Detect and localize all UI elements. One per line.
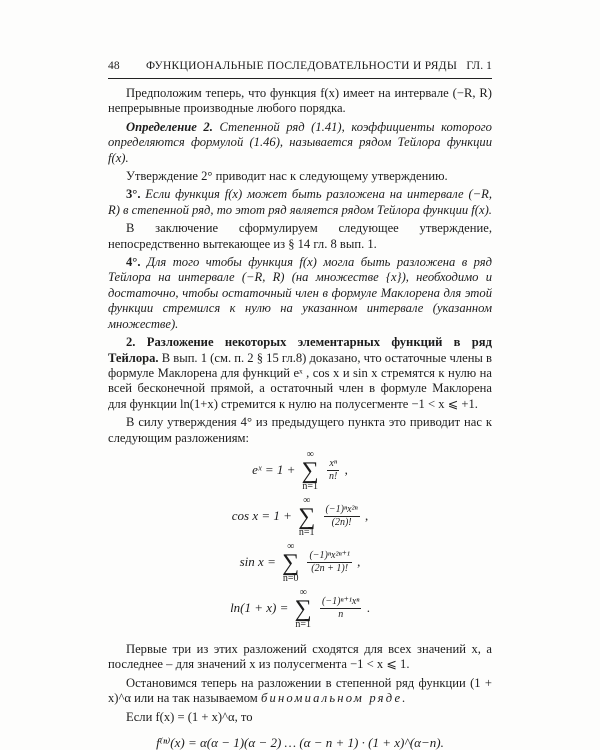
statement-3-head: 3°. [126,187,141,202]
equation-ln-lhs: ln(1 + x) = [230,599,289,615]
sigma: ∑ [298,503,316,530]
paragraph-expansions-intro: В силу утверждения 4° из предыдущего пункта это приводит нас к следующим разложениям: [108,415,492,445]
paragraph-binomial [108,676,492,707]
sum-upper: ∞ [299,586,307,598]
fraction-denominator: (2n + 1)! [311,563,349,575]
running-header [108,60,492,80]
sigma: ∑ [301,457,319,484]
fraction-numerator: (−1)ⁿ⁺¹xⁿ [322,596,360,608]
paragraph-convergence: Первые три из этих разложений сходятся для всех значений x, а последнее – для значений x из полусегмента −1 < x ⩽ 1. [108,641,492,672]
running-title: ФУНКЦИОНАЛЬНЫЕ ПОСЛЕДОВАТЕЛЬНОСТИ И РЯДЫ [146,60,458,72]
header-rule [108,78,492,79]
sum-symbol [295,588,312,630]
fraction [320,596,361,621]
series-expansions [108,450,492,634]
definition-2-body: Степенной ряд (1.41), коэффициенты которого определяются формулой (1.46), называется рядом Тейлора функции f(x). [108,119,492,165]
page-number: 48 [108,60,120,72]
fraction-numerator: (−1)ⁿx²ⁿ [325,504,358,516]
section-2 [108,335,492,412]
sum-lower: n=1 [302,480,319,492]
equation-cos [108,496,492,542]
paragraph-conclusion: В заключение сформулируем следующее утверждение, непосредственно вытекающее из § 14 гл. 8 вып. 1. [108,221,492,251]
statement-3-body: Если функция f(x) может быть разложена на интервале (−R, R) в степенной ряд, то этот ряд является рядом Тейлора функции f(x). [108,187,492,217]
fraction-numerator: (−1)ⁿx²ⁿ⁺¹ [309,550,350,562]
statement-3 [108,187,492,218]
fraction [327,458,339,483]
statement-4 [108,255,492,332]
equation-punctuation: , [364,507,369,523]
equation-exp-lhs: eˣ = 1 + [252,461,296,477]
sum-upper: ∞ [306,448,314,460]
spaced-term: биномиальном ряде. [260,691,408,706]
paragraph-binomial-text: Остановимся теперь на разложении в степенной ряд функции (1 + x)^α или на так называемом [108,675,492,706]
equation-exp [108,450,492,496]
sum-symbol [282,542,299,584]
sum-symbol [302,450,319,492]
statement-4-body: Для того чтобы функция f(x) могла быть разложена в ряд Тейлора на интервале (−R, R) (на множестве {x}), необходимо и достаточно, чтобы остаточный член в формуле Маклорена для этой функции стремился к нулю на указанном интервале (указанном множестве). [108,255,493,331]
section-2-heading: 2. Разложение некоторых элементарных функций в ряд Тейлора. [108,335,492,365]
fraction [307,550,351,575]
paragraph-statement-ref: Утверждение 2° приводит нас к следующему утверждению. [126,169,448,184]
sigma: ∑ [294,595,312,622]
sum-lower: n=1 [295,618,312,630]
sigma: ∑ [282,549,300,576]
definition-2-head: Определение 2. [126,119,213,134]
fraction-denominator: (2n)! [331,517,352,529]
equation-cos-lhs: cos x = 1 + [231,507,292,523]
fraction [324,504,360,529]
chapter-label: ГЛ. 1 [466,60,492,72]
sum-lower: n=0 [282,572,299,584]
sum-upper: ∞ [287,540,295,552]
equation-punctuation: , [357,553,361,569]
paragraph-intro: Предположим теперь, что функция f(x) имеет на интервале (−R, R) непрерывные производные любого порядка. [108,86,492,116]
fraction-numerator: xⁿ [327,458,339,471]
fraction-denominator: n [338,609,344,621]
paragraph-if: Если f(x) = (1 + x)^α, то [126,709,253,724]
statement-4-head: 4°. [126,255,141,270]
sum-symbol [298,496,315,538]
section-2-body: В вып. 1 (см. п. 2 § 15 гл.8) доказано, что остаточные члены в формуле Маклорена для функций eˣ , cos x и sin x стремятся к нулю на всей бесконечной прямой, а остаточный член в формуле Маклорена для функции ln(1+x) стремится к нулю на полусегменте −1 < x ⩽ +1. [108,350,492,411]
definition-2 [108,120,492,166]
fraction-denominator: n! [329,471,338,483]
equation-punctuation: . [366,599,370,615]
sum-upper: ∞ [303,494,311,506]
page-body [108,86,492,750]
equation-derivative: f⁽ⁿ⁾(x) = α(α − 1)(α − 2) … (α − n + 1) · (1 + x)^(α−n). [156,734,444,750]
equation-sin-lhs: sin x = [239,553,276,569]
sum-lower: n=1 [298,526,315,538]
equation-punctuation: , [344,461,348,477]
equation-ln [108,588,492,634]
equation-sin [108,542,492,588]
